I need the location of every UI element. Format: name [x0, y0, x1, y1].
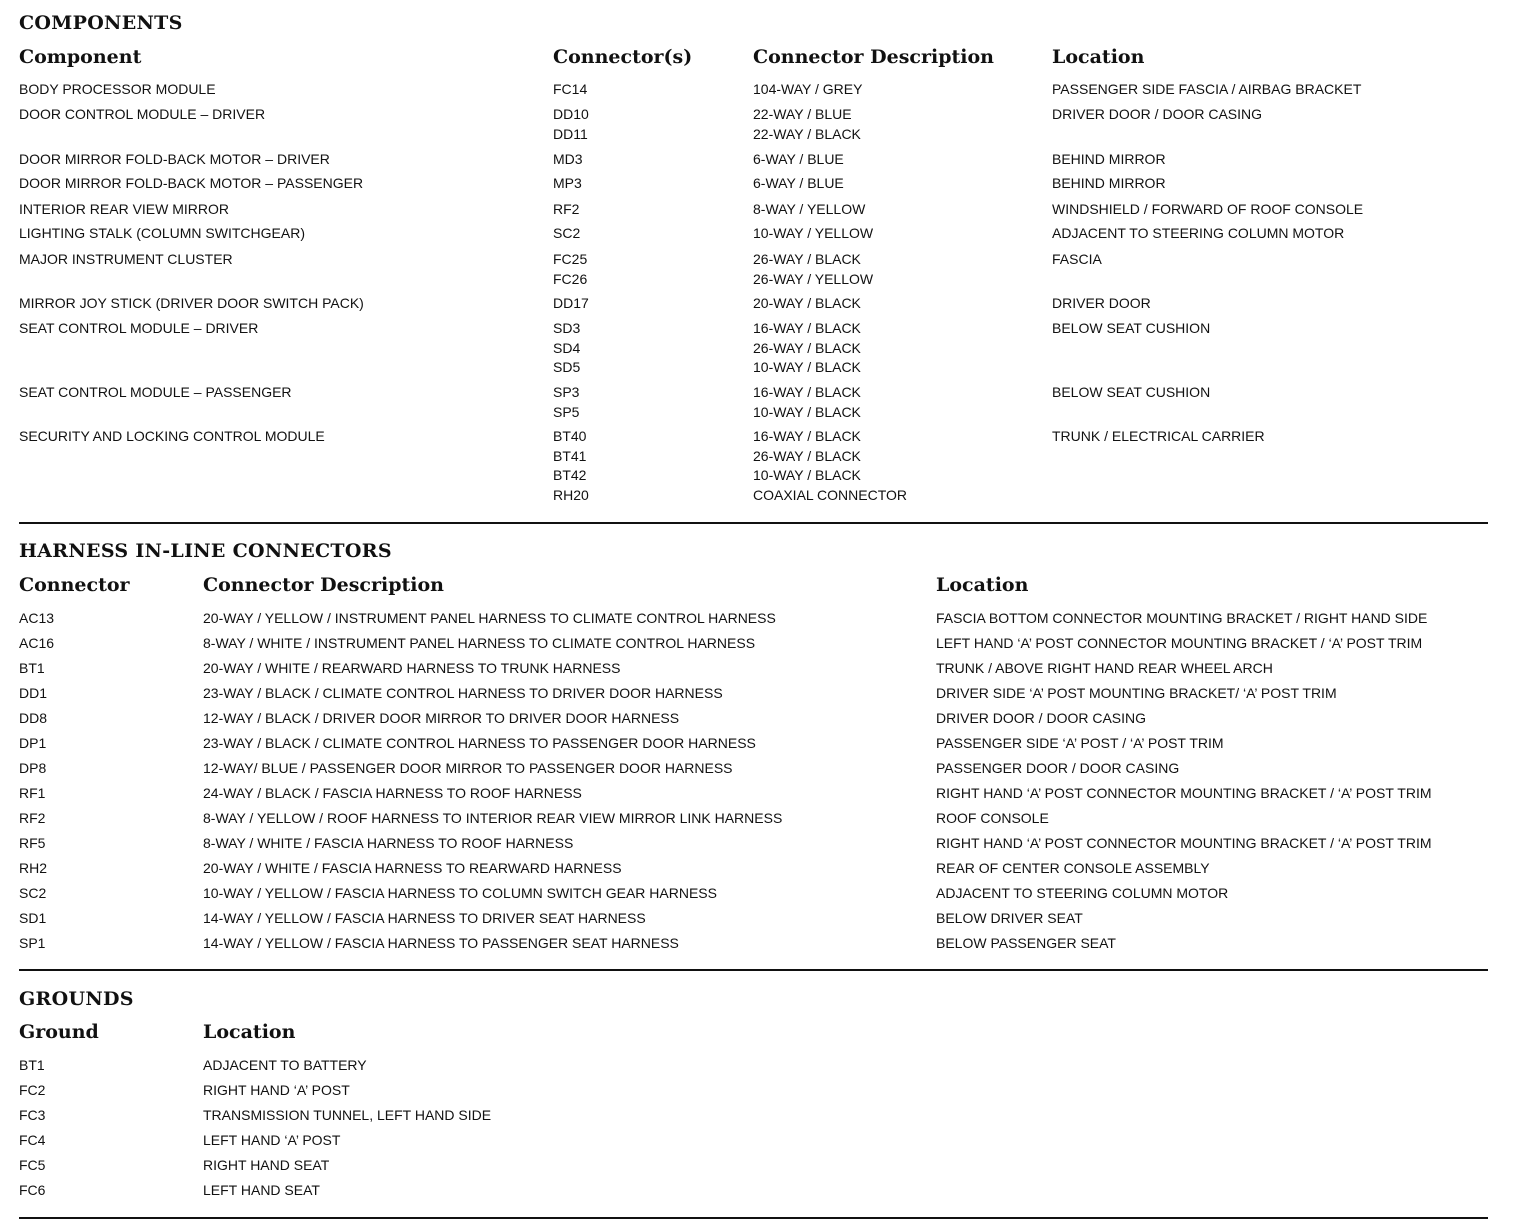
connector-id: SD3 — [553, 320, 581, 336]
ground-id: FC5 — [19, 1157, 46, 1173]
connector-id: MD3 — [553, 151, 583, 167]
harness-location: REAR OF CENTER CONSOLE ASSEMBLY — [936, 860, 1210, 876]
connector-id: DD10 — [553, 106, 589, 122]
components-header-component: Component — [19, 46, 142, 68]
ground-id: FC3 — [19, 1107, 46, 1123]
harness-description: 23-WAY / BLACK / CLIMATE CONTROL HARNESS TO PASSENGER DOOR HARNESS — [203, 735, 756, 751]
connector-description: 22-WAY / BLACK — [753, 125, 861, 142]
connector-id: SP5 — [553, 403, 580, 420]
connector-id: FC25 — [553, 251, 588, 267]
ground-location: LEFT HAND SEAT — [203, 1182, 320, 1198]
section-divider — [19, 522, 1488, 524]
connector-description: 10-WAY / BLACK — [753, 403, 861, 420]
connector-id: SC2 — [553, 225, 581, 241]
connector-description: 16-WAY / BLACK — [753, 320, 861, 336]
connector-description: 104-WAY / GREY — [753, 81, 863, 97]
harness-location: DRIVER DOOR / DOOR CASING — [936, 710, 1147, 726]
harness-location: ROOF CONSOLE — [936, 810, 1049, 826]
ground-id: FC2 — [19, 1082, 46, 1098]
harness-header-connector: Connector — [19, 574, 130, 596]
connector-description: 6-WAY / BLUE — [753, 175, 844, 191]
connector-description: 16-WAY / BLACK — [753, 384, 861, 400]
component-name: MIRROR JOY STICK (DRIVER DOOR SWITCH PACK) — [19, 295, 364, 311]
ground-location: LEFT HAND ‘A’ POST — [203, 1132, 341, 1148]
component-name: INTERIOR REAR VIEW MIRROR — [19, 201, 230, 217]
harness-location: RIGHT HAND ‘A’ POST CONNECTOR MOUNTING BRACKET / ‘A’ POST TRIM — [936, 785, 1432, 801]
component-location: BEHIND MIRROR — [1052, 175, 1166, 191]
harness-connector-id: AC13 — [19, 610, 55, 626]
components-header-description: Connector Description — [753, 46, 994, 68]
harness-title: HARNESS IN-LINE CONNECTORS — [19, 540, 392, 562]
connector-description: 26-WAY / BLACK — [753, 251, 861, 267]
components-header-location: Location — [1052, 46, 1145, 68]
connector-description: 16-WAY / BLACK — [753, 428, 861, 444]
harness-location: LEFT HAND ‘A’ POST CONNECTOR MOUNTING BRACKET / ‘A’ POST TRIM — [936, 635, 1423, 651]
component-name: DOOR MIRROR FOLD-BACK MOTOR – DRIVER — [19, 151, 330, 167]
connector-id: RH20 — [553, 486, 589, 503]
harness-description: 14-WAY / YELLOW / FASCIA HARNESS TO PASSENGER SEAT HARNESS — [203, 935, 679, 951]
component-location: DRIVER DOOR — [1052, 295, 1151, 311]
ground-id: FC4 — [19, 1132, 46, 1148]
harness-location: DRIVER SIDE ‘A’ POST MOUNTING BRACKET/ ‘A’ POST TRIM — [936, 685, 1337, 701]
harness-header-location: Location — [936, 574, 1029, 596]
section-divider — [19, 969, 1488, 971]
connector-description: 20-WAY / BLACK — [753, 295, 861, 311]
component-name: DOOR CONTROL MODULE – DRIVER — [19, 106, 266, 122]
connector-description: 6-WAY / BLUE — [753, 151, 844, 167]
harness-description: 12-WAY / BLACK / DRIVER DOOR MIRROR TO DRIVER DOOR HARNESS — [203, 710, 680, 726]
harness-location: PASSENGER DOOR / DOOR CASING — [936, 760, 1180, 776]
harness-connector-id: BT1 — [19, 660, 45, 676]
connector-id: BT40 — [553, 428, 587, 444]
connector-id: SD5 — [553, 359, 581, 375]
harness-description: 24-WAY / BLACK / FASCIA HARNESS TO ROOF HARNESS — [203, 785, 582, 801]
harness-location: BELOW PASSENGER SEAT — [936, 935, 1116, 951]
harness-description: 20-WAY / WHITE / REARWARD HARNESS TO TRUNK HARNESS — [203, 660, 621, 676]
ground-location: RIGHT HAND SEAT — [203, 1157, 330, 1173]
harness-description: 8-WAY / WHITE / INSTRUMENT PANEL HARNESS TO CLIMATE CONTROL HARNESS — [203, 635, 756, 651]
ground-location: RIGHT HAND ‘A’ POST — [203, 1082, 350, 1098]
connector-description: 26-WAY / BLACK — [753, 447, 861, 464]
harness-location: TRUNK / ABOVE RIGHT HAND REAR WHEEL ARCH — [936, 660, 1273, 676]
ground-location: TRANSMISSION TUNNEL, LEFT HAND SIDE — [203, 1107, 492, 1123]
ground-id: BT1 — [19, 1057, 45, 1073]
component-location: FASCIA — [1052, 251, 1102, 267]
components-title: COMPONENTS — [19, 12, 183, 34]
connector-description: 22-WAY / BLUE — [753, 106, 852, 122]
component-location: ADJACENT TO STEERING COLUMN MOTOR — [1052, 225, 1345, 241]
harness-description: 23-WAY / BLACK / CLIMATE CONTROL HARNESS TO DRIVER DOOR HARNESS — [203, 685, 723, 701]
component-location: BELOW SEAT CUSHION — [1052, 320, 1211, 336]
connector-description: 10-WAY / BLACK — [753, 359, 861, 375]
components-header-connectors: Connector(s) — [553, 46, 693, 68]
component-location: BELOW SEAT CUSHION — [1052, 384, 1211, 400]
connector-description: 26-WAY / BLACK — [753, 339, 861, 356]
component-name: SECURITY AND LOCKING CONTROL MODULE — [19, 428, 325, 444]
connector-description: 26-WAY / YELLOW — [753, 270, 874, 287]
harness-description: 8-WAY / WHITE / FASCIA HARNESS TO ROOF HARNESS — [203, 835, 574, 851]
component-location: PASSENGER SIDE FASCIA / AIRBAG BRACKET — [1052, 81, 1362, 97]
connector-description: 8-WAY / YELLOW — [753, 201, 866, 217]
connector-id: RF2 — [553, 201, 580, 217]
component-location: BEHIND MIRROR — [1052, 151, 1166, 167]
component-location: DRIVER DOOR / DOOR CASING — [1052, 106, 1263, 122]
ground-id: FC6 — [19, 1182, 46, 1198]
harness-connector-id: SD1 — [19, 910, 47, 926]
connector-id: DD17 — [553, 295, 589, 311]
harness-description: 12-WAY/ BLUE / PASSENGER DOOR MIRROR TO PASSENGER DOOR HARNESS — [203, 760, 733, 776]
harness-location: PASSENGER SIDE ‘A’ POST / ‘A’ POST TRIM — [936, 735, 1224, 751]
connector-id: FC14 — [553, 81, 588, 97]
harness-connector-id: RF2 — [19, 810, 46, 826]
connector-id: SP3 — [553, 384, 580, 400]
component-name: LIGHTING STALK (COLUMN SWITCHGEAR) — [19, 225, 305, 241]
harness-connector-id: RF5 — [19, 835, 46, 851]
harness-description: 20-WAY / YELLOW / INSTRUMENT PANEL HARNESS TO CLIMATE CONTROL HARNESS — [203, 610, 776, 626]
harness-location: ADJACENT TO STEERING COLUMN MOTOR — [936, 885, 1229, 901]
connector-id: FC26 — [553, 270, 588, 287]
connector-id: SD4 — [553, 339, 581, 356]
harness-connector-id: DD1 — [19, 685, 48, 701]
harness-connector-id: DD8 — [19, 710, 48, 726]
harness-description: 20-WAY / WHITE / FASCIA HARNESS TO REARWARD HARNESS — [203, 860, 622, 876]
component-name: SEAT CONTROL MODULE – DRIVER — [19, 320, 259, 336]
harness-location: BELOW DRIVER SEAT — [936, 910, 1083, 926]
connector-description: COAXIAL CONNECTOR — [753, 486, 908, 503]
component-location: WINDSHIELD / FORWARD OF ROOF CONSOLE — [1052, 201, 1364, 217]
component-name: SEAT CONTROL MODULE – PASSENGER — [19, 384, 292, 400]
harness-connector-id: DP8 — [19, 760, 47, 776]
grounds-header-ground: Ground — [19, 1021, 99, 1043]
harness-description: 14-WAY / YELLOW / FASCIA HARNESS TO DRIVER SEAT HARNESS — [203, 910, 646, 926]
harness-connector-id: SC2 — [19, 885, 47, 901]
grounds-title: GROUNDS — [19, 988, 134, 1010]
connector-id: BT41 — [553, 447, 587, 464]
ground-location: ADJACENT TO BATTERY — [203, 1057, 367, 1073]
harness-description: 8-WAY / YELLOW / ROOF HARNESS TO INTERIOR REAR VIEW MIRROR LINK HARNESS — [203, 810, 783, 826]
harness-connector-id: SP1 — [19, 935, 46, 951]
harness-connector-id: RF1 — [19, 785, 46, 801]
harness-location: RIGHT HAND ‘A’ POST CONNECTOR MOUNTING BRACKET / ‘A’ POST TRIM — [936, 835, 1432, 851]
harness-header-description: Connector Description — [203, 574, 444, 596]
connector-id: BT42 — [553, 467, 587, 483]
connector-id: MP3 — [553, 175, 582, 191]
harness-description: 10-WAY / YELLOW / FASCIA HARNESS TO COLUMN SWITCH GEAR HARNESS — [203, 885, 717, 901]
connector-id: DD11 — [553, 125, 588, 142]
component-name: DOOR MIRROR FOLD-BACK MOTOR – PASSENGER — [19, 175, 364, 191]
harness-connector-id: AC16 — [19, 635, 55, 651]
harness-location: FASCIA BOTTOM CONNECTOR MOUNTING BRACKET / RIGHT HAND SIDE — [936, 610, 1428, 626]
grounds-header-location: Location — [203, 1021, 296, 1043]
section-divider — [19, 1217, 1488, 1219]
component-name: BODY PROCESSOR MODULE — [19, 81, 216, 97]
connector-description: 10-WAY / BLACK — [753, 467, 861, 483]
component-location: TRUNK / ELECTRICAL CARRIER — [1052, 428, 1265, 444]
component-name: MAJOR INSTRUMENT CLUSTER — [19, 251, 233, 267]
harness-connector-id: RH2 — [19, 860, 48, 876]
harness-connector-id: DP1 — [19, 735, 47, 751]
connector-description: 10-WAY / YELLOW — [753, 225, 874, 241]
